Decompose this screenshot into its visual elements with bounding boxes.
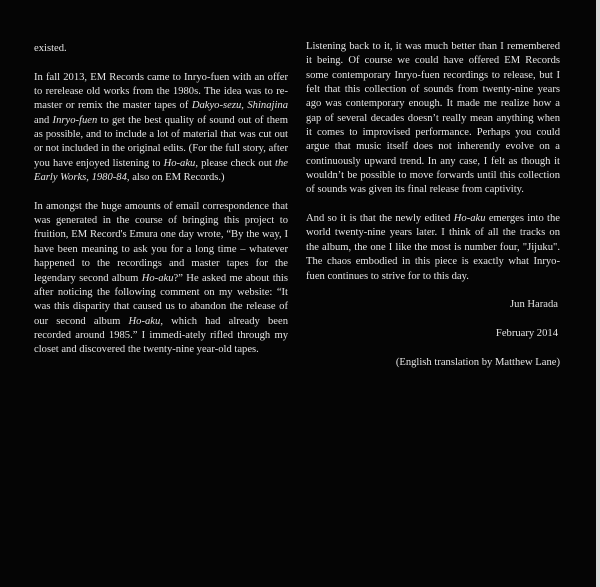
album-title-shinajina: Shinajina bbox=[247, 100, 288, 112]
right-text-column bbox=[306, 40, 560, 384]
album-title-ho-aku: Ho-aku bbox=[453, 213, 486, 225]
scan-edge bbox=[596, 0, 600, 587]
translation-credit: (English translation by Matthew Lane) bbox=[395, 356, 560, 368]
text-run: In fall 2013, EM Records came to Inryo-fuen with an offer to rerelease old works from the 1980s. The idea was to re-master or remix the master tapes of bbox=[34, 71, 288, 112]
text-run: And so it is that the newly edited bbox=[306, 213, 454, 225]
text-run: , also on EM Records.) bbox=[126, 172, 225, 184]
album-title-ho-aku: Ho-aku bbox=[141, 272, 174, 284]
text-run: ?” He asked me about this after noticing the following comment on my website: “It was this disparity that caused us to abandon the release of our second album bbox=[34, 272, 288, 327]
text-run: Listening back to it, it was much better than I remembered it being. Of course we could have offered EM Records some contemporary Inryo-fuen recordings to release, but I felt that this collection of sounds from twenty-nine years ago was contemporary enough. It made me realize how a gap of several decades doesn’t really mean anything when it comes to improvised performance. Perhaps you could argue that music itself does not inherently evolve on a continuously upward trend. In any case, I felt as though it wouldn’t be possible to move forwards until this collection of sounds was given its final release from captivity. bbox=[306, 41, 560, 196]
paragraph-email-correspondence bbox=[34, 200, 288, 358]
signature-name: Jun Harada bbox=[510, 299, 558, 311]
paragraph-newly-edited bbox=[306, 212, 560, 284]
album-title-ho-aku: Ho-aku bbox=[128, 315, 161, 327]
left-text-column bbox=[34, 42, 288, 372]
album-title-ho-aku: Ho-aku bbox=[163, 157, 196, 169]
signature-date: February 2014 bbox=[495, 327, 558, 339]
album-title-dakyo-sezu: Dakyo-sezu bbox=[191, 100, 242, 112]
text-run: , which had already been recorded around 1985.” I immedi-ately rifled through my closet and discovered the twenty-nine year-old tapes. bbox=[34, 315, 288, 356]
text-existed: existed. bbox=[34, 43, 67, 54]
text-run: , please check out bbox=[195, 157, 276, 169]
text-run: , bbox=[241, 100, 248, 112]
text-run: and bbox=[34, 114, 53, 126]
text-run: In amongst the huge amounts of email correspondence that was generated in the course of bringing this project to fruition, EM Record's Emura one day wrote, “By the way, I have been meaning to ask you for a long time – whatever happened to the recordings and master tapes for the legendary second album bbox=[34, 200, 288, 284]
text-run: to get the best quality of sound out of them as possible, and to include a lot of material that was cut out or not included in the original edits. (For the full story, after you have enjoyed listening to bbox=[34, 114, 288, 169]
paragraph-existed bbox=[34, 42, 288, 56]
album-title-early-works: the Early Works, 1980-84 bbox=[34, 157, 288, 184]
text-run: emerges into the world twenty-nine years later. I think of all the tracks on the album, the one I like the most is number four, "Jijuku". The chaos embodied in this piece is exactly what Inryo-fuen continues to strive for to this day. bbox=[306, 213, 560, 282]
paragraph-listening-back bbox=[306, 40, 560, 198]
album-title-inryo-fuen: Inryo-fuen bbox=[52, 114, 98, 126]
paragraph-em-records-offer bbox=[34, 71, 288, 186]
